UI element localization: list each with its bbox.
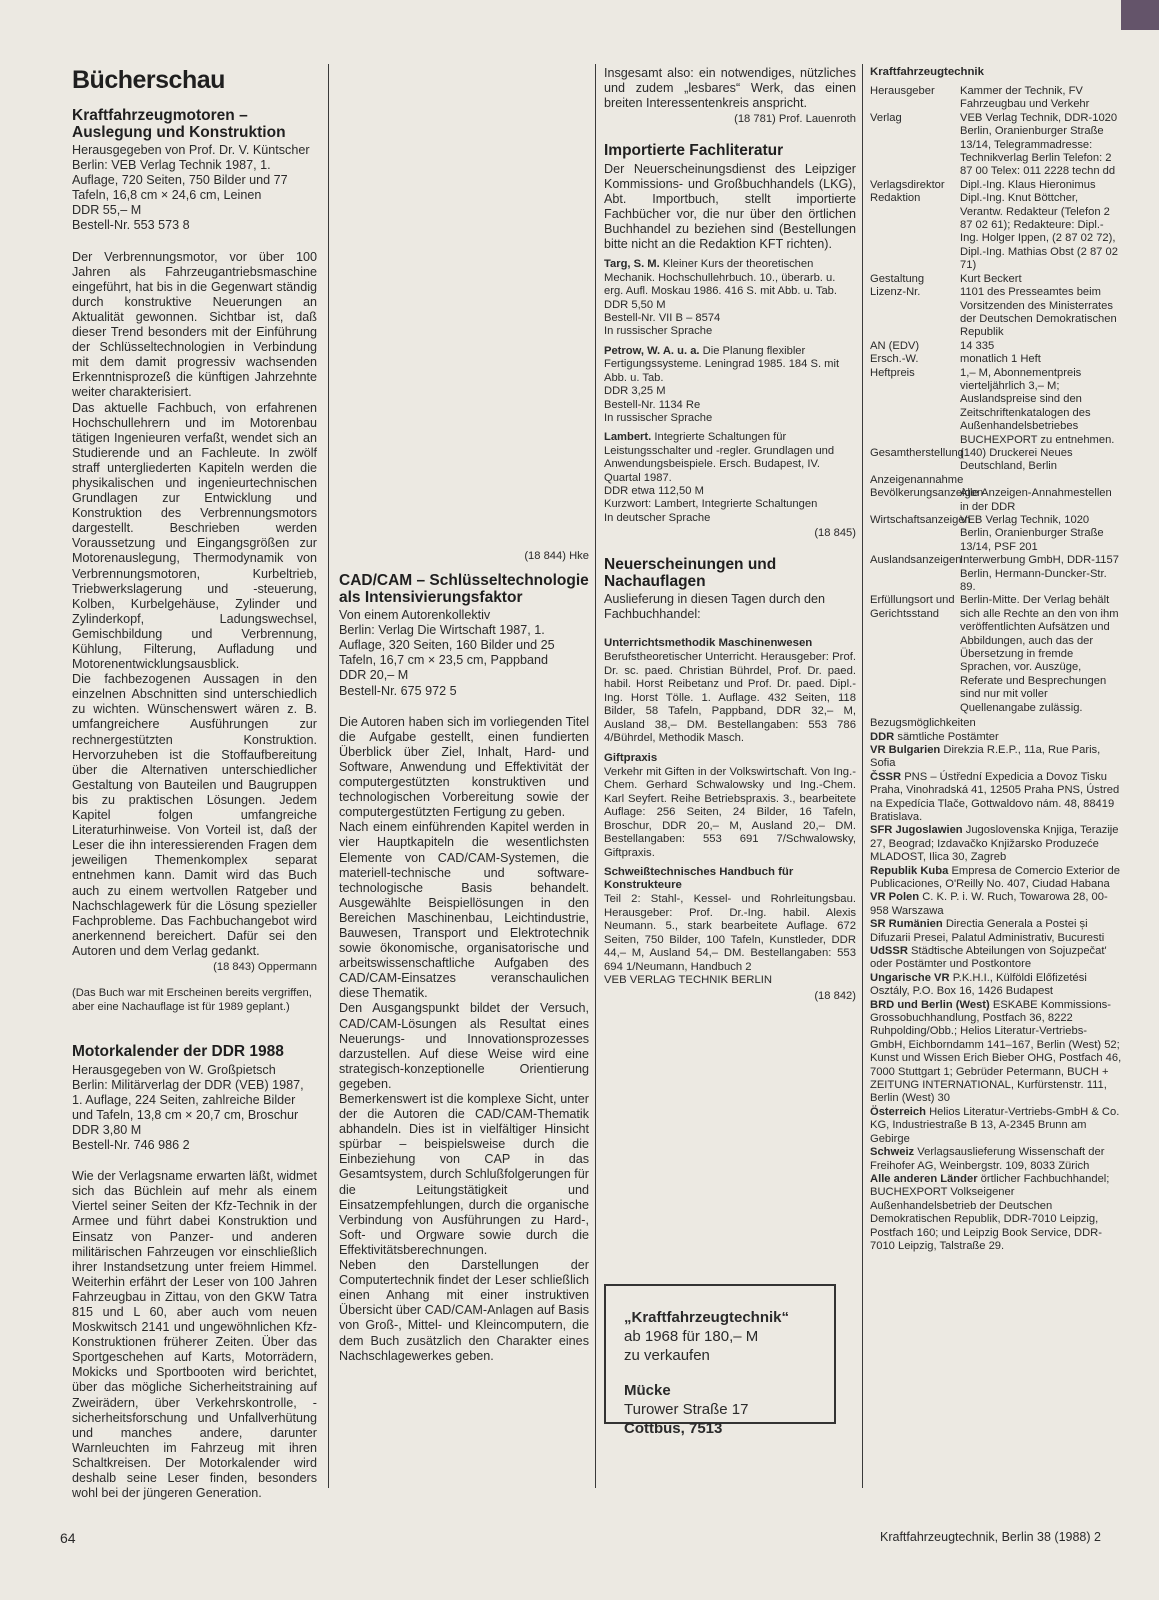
entry-author: Targ, S. M. — [604, 258, 660, 271]
review-title: Kraftfahrzeugmotoren – Auslegung und Konstruktion — [72, 107, 286, 141]
entry-language: In deutscher Sprache — [604, 511, 711, 524]
review-order-number: Bestell-Nr. 746 986 2 — [72, 1138, 190, 1153]
literature-entry — [604, 345, 856, 425]
source-entry — [870, 824, 1122, 864]
imprint-value: Alle Anzeigen-Annahmestellen in der DDR — [960, 487, 1112, 513]
release-text: Teil 2: Stahl-, Kessel- und Rohrleitungsbau. Herausgeber: Prof. Dr.-Ing. habil. Alexis Neumann. 5., stark bearbeitete Auflage. 672 Seiten, 750 Bilder, 100 Tafeln, Kunstleder, DDR 44,– M, Ausland 54,– DM. Bestellangaben: 553 694 1/Neumann, Handbuch 2 — [604, 893, 856, 973]
page-corner-stain — [1121, 0, 1159, 30]
imprint-row — [870, 179, 1122, 192]
section-signature: (18 842) — [814, 989, 856, 1002]
review-price: DDR 55,– M — [72, 203, 142, 218]
entry-price: DDR 5,50 M — [604, 298, 666, 311]
imprint-value: monatlich 1 Heft — [960, 353, 1041, 366]
review-editor: Von einem Autorenkollektiv — [339, 608, 491, 623]
entry-order: Kurzwort: Lambert, Integrierte Schaltungen — [604, 498, 818, 511]
imprint-label: AN (EDV) — [870, 339, 920, 352]
section-title: Neuerscheinungen und Nachauflagen — [604, 556, 777, 590]
column-divider-2 — [595, 64, 596, 1488]
classified-ad-box — [604, 1284, 836, 1437]
source-text: sämtliche Postämter — [897, 730, 999, 743]
review-publication: Berlin: Verlag Die Wirtschaft 1987, 1. Auflage, 320 Seiten, 160 Bilder und 25 Tafeln, 16,7 cm × 23,5 cm, Pappband — [339, 623, 555, 668]
journal-footer: Kraftfahrzeugtechnik, Berlin 38 (1988) 2 — [880, 1530, 1101, 1544]
new-releases — [604, 557, 856, 1004]
source-entry — [870, 744, 1122, 771]
review-signature: (18 843) Oppermann — [213, 960, 317, 973]
imprint-label: Wirtschaftsanzeigen — [870, 514, 971, 526]
release-text: Verkehr mit Giften in der Volkswirtschaft. Von Ing.-Chem. Gerhard Schwalowsky und Ing.-Chem. Karl Seyfert. Reihe Betriebspraxis. 3., bearbeitete Auflage: 256 Seiten, 24 Bilder, 16 Tafeln, Broschur, DDR 20,– M, Ausland 20,– DM. Bestellangaben: 553 691 7/Schwalowsky, Giftpraxis. — [604, 765, 856, 859]
imprint-value: Interwerbung GmbH, DDR-1157 Berlin, Hermann-Duncker-Str. 89. — [960, 554, 1119, 594]
imprint-label: Erfüllungsort und Gerichtsstand — [870, 594, 955, 620]
review-paragraph: Wie der Verlagsname erwarten läßt, widmet sich das Büchlein auf mehr als einem Viertel seiner Seiten der Kfz-Technik in der Armee und führt dabei Konstruktion und Einsatz von Panzer- und anderen militärischen Fahrzeugen vor einschließlich ihrer Instandsetzung unter freiem Himmel. Weiterhin erfährt der Leser von 100 Jahren Fahrzeugbau in Zittau, von den GKW Tatra 815 und L 60, aber auch vom neuen Moskwitsch 2141 und ungewöhnlichen Kfz-Konstruktionen früherer Zeiten. Über das Sportgeschehen auf Karts, Motorrädern, Mokicks und Sportbooten wird berichtet, über das mögliche Sicherheitstraining auf Zweirädern, über Verkehrskontrolle, -sicherheitsforschung und Unfallverhütung und manches andere, darunter Warnleuchten im Fahrzeug mit ihren Schaltkreisen. Der Motorkalender wird deshalb seine Leser finden, besonders wohl bei der jüngeren Generation. — [72, 1169, 317, 1501]
entry-order: Bestell-Nr. 1134 Re — [604, 398, 701, 411]
source-text: Verlagsauslieferung Wissenschaft der Freihofer AG, Weinbergstr. 109, 8033 Zürich — [870, 1146, 1105, 1172]
source-text: ESKABE Kommissions-Grossobuchhandlung, Postfach 36, 8222 Ruhpolding/Obb.; Helios Literatur-Vertriebs-GmbH, Eichborndamm 141–167, Berlin (West) 52; Kunst und Wissen Erich Bieber OHG, Postfach 46, 7000 Stuttgart 1; Gebrüder Petermann, BUCH + ZEITUNG INTERNATIONAL, Kurfürstenstr. 111, Berlin (West) 30 — [870, 998, 1122, 1105]
page-number: 64 — [60, 1530, 76, 1546]
imprint-row — [870, 273, 1122, 286]
imprint-value: VEB Verlag Technik, DDR-1020 Berlin, Oranienburger Straße 13/14, Telegrammadresse: Technikverlag Berlin Telefon: 2 87 00 Telex: 011 2228 techn dd — [960, 111, 1118, 178]
imprint-row — [870, 112, 1122, 179]
imprint-label: Verlag — [870, 111, 902, 124]
imprint-row — [870, 85, 1122, 112]
source-country: Republik Kuba — [870, 864, 949, 877]
ad-contact-name: Mücke — [624, 1382, 671, 1399]
source-entry — [870, 1146, 1122, 1173]
release-entry — [604, 752, 856, 861]
source-country: BRD und Berlin (West) — [870, 998, 990, 1011]
imprint-value: (140) Druckerei Neues Deutschland, Berlin — [960, 446, 1073, 473]
ad-offer: ab 1968 für 180,– M — [624, 1328, 759, 1345]
source-country: Alle anderen Länder — [870, 1172, 978, 1185]
ad-contact-city: Cottbus, 7513 — [624, 1420, 723, 1437]
imprint-value: 1,– M, Abonnementpreis vierteljährlich 3,– M; Auslandspreise sind den Zeitschriftenkatalogen des Außenhandelsbetriebes BUCHEXPORT zu entnehmen. — [960, 366, 1115, 446]
column-1 — [72, 66, 317, 1501]
section-masthead: Bücherschau — [72, 66, 225, 94]
release-publisher: VEB VERLAG TECHNIK BERLIN — [604, 974, 773, 987]
source-entry — [870, 945, 1122, 972]
review-editor: Herausgegeben von W. Großpietsch — [72, 1062, 276, 1077]
source-entry — [870, 731, 1122, 744]
column-2 — [339, 548, 589, 1364]
imprint-label: Gesamtherstellung — [870, 446, 964, 459]
imprint-value: Berlin-Mitte. Der Verlag behält sich alle Rechte an den von ihm veröffentlichten Aufsätzen und Abbildungen, auch das der Übersetzung in fremde Sprachen, vor. Auszüge, Referate und Besprechungen sind nur mit voller Quellenangabe zulässig. — [960, 594, 1119, 714]
source-text: Direkzia R.E.P., 11a, Rue Paris, Sofia — [870, 743, 1101, 770]
entry-language: In russischer Sprache — [604, 325, 713, 338]
entry-author: Lambert. — [604, 431, 652, 444]
review-motorkalender — [72, 1044, 317, 1501]
source-entry — [870, 1173, 1122, 1253]
imprint-value: Kammer der Technik, FV Fahrzeugbau und Verkehr — [960, 85, 1090, 111]
source-entry — [870, 972, 1122, 999]
source-country: Österreich — [870, 1105, 926, 1118]
review-paragraph: Die Autoren haben sich im vorliegenden Titel die Aufgabe gestellt, einen fundierten Überblick über Ziel, Inhalt, Hard- und Software, Anwendung und Effektivität der computergestützten konstruktiven und technologischen Vorbereitung sowie der computergestützten Fertigung zu geben. — [339, 714, 589, 820]
release-heading: Unterrichtsmethodik Maschinenwesen — [604, 637, 813, 650]
section-title: Importierte Fachliteratur — [604, 142, 784, 160]
column-divider-3 — [862, 64, 863, 1488]
review-note: (Das Buch war mit Erscheinen bereits vergriffen, aber eine Nachauflage ist für 1989 geplant.) — [72, 987, 312, 1013]
imprint-title: Kraftfahrzeugtechnik — [870, 66, 984, 78]
release-text: Berufstheoretischer Unterricht. Herausgeber: Prof. Dr. sc. paed. Christian Bührdel, Prof. Dr. paed. habil. Horst Reibetanz und Prof. Dr. paed. Dipl.-Ing. Horst Tölle. 1. Auflage. 432 Seiten, 118 Bilder, 58 Tafeln, Pappband, DDR 32,– M, Ausland 38,– DM. Bestellangaben: 553 786 4/Bührdel, Methodik Masch. — [604, 651, 856, 745]
imprint-value: 1101 des Presseamtes beim Vorsitzenden des Ministerrates der Deutschen Demokratischen Republik — [960, 286, 1117, 339]
review-paragraph: Die fachbezogenen Aussagen in den einzelnen Abschnitten sind unterschiedlich zu wichten. Wünschenswert wären z. B. umfangreichere Ausführungen zur rechnergestützten Konstruktion. Hervorzuheben ist die Stoffaufbereitung über die Alternativen unterschiedlicher Gestaltung von Bauteilen und Baugruppen bis zu praktischen Lösungen. Jedem Kapitel folgen umfangreiche Literaturhinweise. Von Vorteil ist, daß der Leser die ihn interessierenden Fragen dem jeweiligen Themenkomplex separat entnehmen kann. Damit wird das Buch auch zu einem wertvollen Ratgeber und Nachschlagewerk für die Lösung spezieller Fachprobleme. Das Fachbuchangebot wird anerkennend bereichert. Dafür sei den Autoren und dem Verlag gedankt. — [72, 672, 317, 958]
review-price: DDR 20,– M — [339, 668, 409, 683]
release-entry — [604, 866, 856, 974]
review-paragraph: Neben den Darstellungen der Computertechnik findet der Leser schließlich einen Anhang mit einer instruktiven Übersicht über CAD/CAM-Anlagen auf Basis von Groß-, Mittel- und Kleincomputern, die dem Buch zusätzlich den Charakter eines Nachschlagewerkes geben. — [339, 1258, 589, 1363]
entry-text: Kleiner Kurs der theoretischen Mechanik. Hochschullehrbuch. 10., überarb. u. erg. Aufl. Moskau 1986. 416 S. mit Abb. u. Tab. — [604, 258, 838, 298]
review-publication: Berlin: Militärverlag der DDR (VEB) 1987, 1. Auflage, 224 Seiten, zahlreiche Bilder und Tafeln, 13,8 cm × 20,7 cm, Broschur — [72, 1077, 304, 1122]
review-cad-cam — [339, 573, 589, 1364]
review-paragraph: Der Verbrennungsmotor, vor über 100 Jahren als Fahrzeugantriebsmaschine eingeführt, hat bis in die Gegenwart ständig durch konstruktive Neuerungen an Aktualität gewonnen. Sichtbar ist, daß dieser Trend besonders mit der Einführung der Schlüsseltechnologien in Verbindung mit dem damit progressiv wachsenden Erkenntnisprozeß die künftigen Jahrzehnte weiter charakterisiert. — [72, 249, 317, 400]
source-text: Empresa de Comercio Exterior de Publicaciones, O'Reilly No. 407, Ciudad Habana — [870, 864, 1120, 890]
literature-entry — [604, 431, 856, 525]
imprint-column — [870, 66, 1122, 1253]
column-3 — [604, 66, 856, 1004]
source-country: UdSSR — [870, 945, 908, 957]
review-paragraph: Insgesamt also: ein notwendiges, nützliches und zudem „lesbares“ Werk, das einen breiten Interessentenkreis anspricht. — [604, 66, 856, 111]
review-signature: (18 781) Prof. Lauenroth — [734, 113, 856, 126]
imprint-row — [870, 340, 1122, 353]
review-paragraph: Bemerkenswert ist die komplexe Sicht, unter der die Autoren die CAD/CAM-Thematik abhandeln. Dies ist in vielfältiger Hinsicht spürbar – beispielsweise durch die Einbeziehung von CAP in das Gesamtsystem, durch Schlußfolgerungen für die Leitungstätigkeit und Einsatzempfehlungen, durch die organische Verbindung von Ausführungen zu Hard-, Soft- und Orgware sowie durch die Effektivitätsberechnungen. — [339, 1092, 589, 1257]
review-paragraph: Den Ausgangspunkt bildet der Versuch, CAD/CAM-Lösungen als Resultat eines Neuerungs- und Innovationsprozesses darzustellen. Auf diese Weise wird eine strategisch-konzeptionelle Orientierung gegeben. — [339, 1001, 589, 1091]
source-entry — [870, 771, 1122, 825]
imprint-label: Bevölkerungsanzeigen — [870, 487, 984, 500]
source-entry — [870, 999, 1122, 1106]
entry-text: Die Planung flexibler Fertigungssysteme. Leningrad 1985. 184 S. mit Abb. u. Tab. — [604, 344, 840, 384]
source-country: SFR Jugoslawien — [870, 824, 963, 837]
ad-headline: „Kraftfahrzeugtechnik“ — [624, 1309, 790, 1326]
source-text: PNS – Ústřední Expedicia a Dovoz Tisku Praha, Vinohradská 41, 12505 Praha PNS, Ústred na Expedícia Tlače, Gottwaldovo nám. 48, 88419 Bratislava. — [870, 770, 1120, 823]
imprint-label: Herausgeber — [870, 85, 935, 97]
source-text: P.K.H.I., Külföldi Előfizetési Osztály, P.O. Box 16, 1426 Budapest — [870, 971, 1087, 998]
source-entry — [870, 1106, 1122, 1146]
section-intro: Auslieferung in diesen Tagen durch den Fachbuchhandel: — [604, 592, 826, 622]
section-signature: (18 845) — [814, 527, 856, 540]
source-country: VR Bulgarien — [870, 743, 941, 756]
review-kfz-motoren — [72, 108, 317, 1014]
section-intro: Der Neuerscheinungsdienst des Leipziger Kommissions- und Großbuchhandels (LKG), Abt. Importbuch, stellt importierte Fachbücher vor, die nur über den örtlichen Buchhandel zu beziehen sind (Bestellungen bitte nicht an die Redaktion KFT richten). — [604, 161, 856, 252]
review-order-number: Bestell-Nr. 553 573 8 — [72, 218, 190, 233]
entry-price: DDR 3,25 M — [604, 385, 666, 398]
imprint-value: VEB Verlag Technik, 1020 Berlin, Oranienburger Straße 13/14, PSF 201 — [960, 514, 1104, 553]
source-text: Städtische Abteilungen von Sojuzpečat' oder Postämter und Postkontore — [870, 945, 1107, 971]
release-entry — [604, 637, 856, 746]
imprint-row — [870, 367, 1122, 447]
imprint-value: Dipl.-Ing. Klaus Hieronimus — [960, 178, 1096, 191]
review-title: CAD/CAM – Schlüsseltechnologie als Intensivierungsfaktor — [339, 572, 589, 606]
imprint-label: Auslandsanzeigen — [870, 554, 962, 567]
imprint-value: 14 335 — [960, 339, 995, 352]
imprint-label: Redaktion — [870, 192, 921, 205]
entry-author: Petrow, W. A. u. a. — [604, 344, 700, 357]
source-text: Jugoslovenska Knjiga, Terazije 27, Beograd; Izdavačko Knjižarsko Produzeće MLADOST, Ilica 30, Zagreb — [870, 824, 1119, 864]
imported-literature — [604, 143, 856, 541]
imprint-row — [870, 447, 1122, 474]
imprint-label: Ersch.-W. — [870, 353, 919, 366]
entry-order: Bestell-Nr. VII B – 8574 — [604, 312, 721, 325]
source-country: Schweiz — [870, 1146, 915, 1159]
review-title: Motorkalender der DDR 1988 — [72, 1043, 284, 1061]
source-country: ČSSR — [870, 770, 902, 783]
imprint-label: Gestaltung — [870, 272, 925, 285]
source-entry — [870, 865, 1122, 892]
entry-price: DDR etwa 112,50 M — [604, 484, 704, 497]
imprint-label: Lizenz-Nr. — [870, 286, 921, 299]
imprint-label: Verlagsdirektor — [870, 178, 945, 191]
imprint-row — [870, 594, 1122, 715]
sources-heading: Bezugsmöglichkeiten — [870, 717, 976, 730]
review-paragraph: Das aktuelle Fachbuch, von erfahrenen Hochschullehrern und im Motorenbau tätigen Ingenieuren verfaßt, wendet sich an Studierende und an Fachleute. In zwölf straff untergliederten Kapiteln werden die physikalischen und ingenieurtechnischen Grundlagen zur Entwicklung und Konstruktion des Verbrennungsmotors dargestellt. Beschrieben werden Voraussetzung und Eingangsgrößen zur Motorenauslegung, Thermodynamik von Verbrennungsmotoren, Kurbeltrieb, Triebwerkslagerung und -steuerung, Kolben, Kurbelgehäuse, Zylinder und Zylinderkopf, Ladungswechsel, Gemischbildung und Verbrennung, Kühlung, Filterung, Aufladung und Motorenentwicklungsausblick. — [72, 400, 317, 672]
entry-language: In russischer Sprache — [604, 411, 713, 424]
source-country: DDR — [870, 730, 895, 743]
review-order-number: Bestell-Nr. 675 972 5 — [339, 683, 457, 698]
imprint-row — [870, 487, 1122, 514]
imprint-value: Kurt Beckert — [960, 272, 1022, 285]
imprint-row — [870, 192, 1122, 272]
source-text: Helios Literatur-Vertriebs-GmbH & Co. KG, Industriestraße B 13, A-2345 Brunn am Gebirge — [870, 1105, 1120, 1145]
imprint-row — [870, 353, 1122, 366]
entry-text: Integrierte Schaltungen für Leistungsschalter und -regler. Grundlagen und Anwendungsbeispiele. Ersch. Budapest, IV. Quartal 1987. — [604, 431, 835, 484]
imprint-row — [870, 514, 1122, 554]
review-publication: Berlin: VEB Verlag Technik 1987, 1. Auflage, 720 Seiten, 750 Bilder und 77 Tafeln, 16,8 cm × 24,6 cm, Leinen — [72, 158, 288, 203]
ads-heading: Anzeigenannahme — [870, 473, 964, 486]
source-text: C. K. P. i. W. Ruch, Towarowa 28, 00-958 Warszawa — [870, 891, 1108, 917]
literature-entry — [604, 258, 856, 338]
review-paragraph: Nach einem einführenden Kapitel werden in vier Hauptkapiteln die wesentlichsten Elemente von CAD/CAM-Systemen, die materiell-technische und software-technologische Basis behandelt. Ausgewählte Beispiellösungen in den Bereichen Maschinenbau, Leichtindustrie, Bauwesen, Transport und Elektrotechnik sowie ökonomische, organisatorische und arbeitswissenschaftliche Aufgaben des CAD/CAM-Einsatzes veranschaulichen diese Thematik. — [339, 820, 589, 1001]
column-divider-1 — [328, 64, 329, 1488]
ad-offer-action: zu verkaufen — [624, 1347, 710, 1364]
imprint-row — [870, 286, 1122, 340]
source-country: VR Polen — [870, 891, 920, 904]
review-editor: Herausgegeben von Prof. Dr. V. Küntscher — [72, 143, 310, 157]
imprint-row — [870, 554, 1122, 594]
release-heading: Giftpraxis — [604, 751, 658, 764]
imprint-label: Heftpreis — [870, 366, 915, 379]
source-entry — [870, 918, 1122, 945]
source-entry — [870, 891, 1122, 918]
review-price: DDR 3,80 M — [72, 1122, 142, 1137]
ad-contact-street: Turower Straße 17 — [624, 1401, 749, 1418]
source-text: Directia Generala a Postei și Difuzarii Presei, Palatul Administrativ, Bucuresti — [870, 918, 1105, 944]
review-signature: (18 844) Hke — [524, 550, 589, 562]
source-country: SR Rumänien — [870, 918, 943, 931]
imprint-value: Dipl.-Ing. Knut Böttcher, Verantw. Redakteur (Telefon 2 87 02 61); Redakteure: Dipl.-Ing. Holger Ippen, (2 87 02 72), Dipl.-Ing. Mathias Obst (2 87 02 71) — [960, 192, 1118, 272]
source-country: Ungarische VR — [870, 971, 950, 984]
source-text: örtlicher Fachbuchhandel; BUCHEXPORT Volkseigener Außenhandelsbetrieb der Deutschen Demokratischen Republik, DDR-7010 Leipzig, Postfach 160; und Leipzig Book Service, DDR-7010 Leipzig, Talstraße 29. — [870, 1172, 1110, 1252]
release-heading: Schweißtechnisches Handbuch für Konstrukteure — [604, 866, 794, 892]
